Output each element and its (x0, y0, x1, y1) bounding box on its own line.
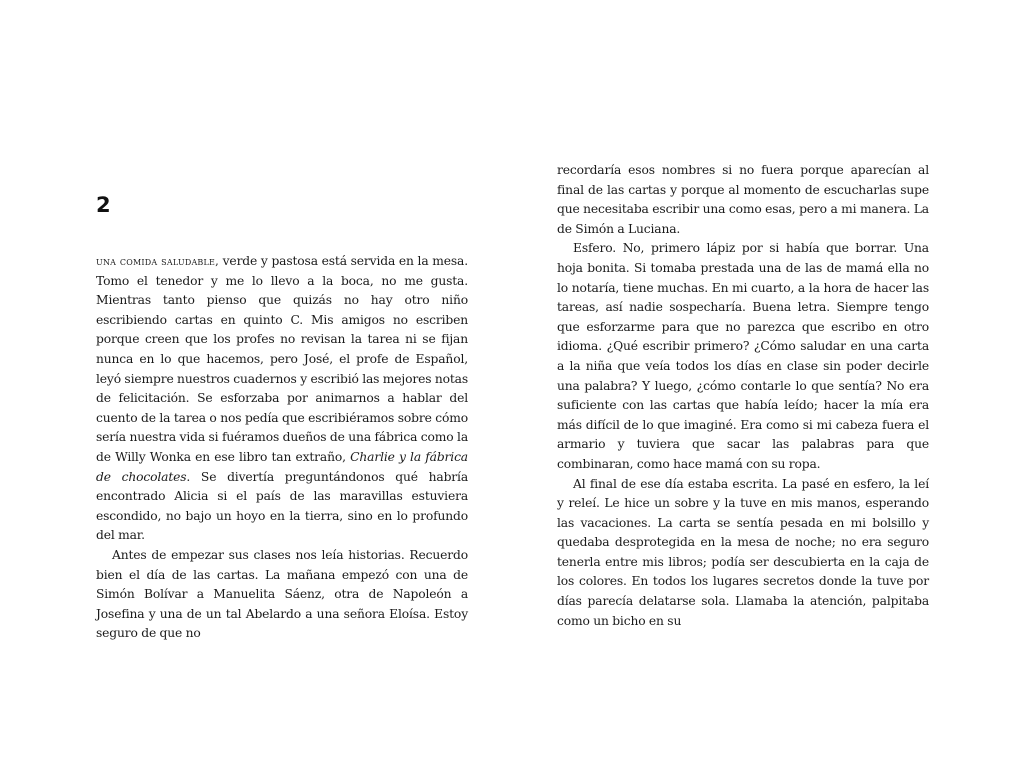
left-paragraph-1 (96, 252, 468, 546)
left-paragraph-2: Antes de empezar sus clases nos leía historias. Recuerdo bien el día de las cartas. La mañana empezó con una de Simón Bolívar a Manuelita Sáenz, otra de Napoleón a Josefina y una de un tal Abelardo a una señora Eloísa. Estoy seguro de que no (96, 547, 468, 641)
opening-small-caps: una comida saludable, (96, 254, 219, 268)
left-page-text (96, 252, 468, 644)
right-page-text (557, 161, 929, 631)
right-paragraph-3: Al final de ese día estaba escrita. La pasé en esfero, la leí y releí. Le hice un sobre y la tuve en mis manos, esperando las vacaciones. La carta se sentía pesada en mi bolsillo y quedaba desprotegida en la mesa de noche; no era seguro tenerla entre mis libros; podía ser descubierta en la caja de los colores. En todos los lugares secretos donde la tuve por días parecía delatarse sola. Llamaba la atención, palpitaba como un bicho en su (557, 476, 929, 628)
book-title: Charlie y la fábrica de chocolates (96, 449, 468, 484)
left-paragraph-1-text-b: . Se divertía preguntándonos qué habría encontrado Alicia si el país de las maravillas estuviera escondido, no bajo un hoyo en la tierra, sino en lo profundo del mar. (96, 469, 468, 543)
right-paragraph-1: recordaría esos nombres si no fuera porque aparecían al final de las cartas y porque al momento de escucharlas supe que necesitaba escribir una como esas, pero a mi manera. La de Simón a Luciana. (557, 163, 929, 236)
right-paragraph-2: Esfero. No, primero lápiz por si había que borrar. Una hoja bonita. Si tomaba prestada una de las de mamá ella no lo notaría, tiene muchas. En mi cuarto, a la hora de hacer las tareas, así nadie sospecharía. Buena letra. Siempre tengo que esforzarme para que no parezca que escribo en otro idioma. ¿Qué escribir primero? ¿Cómo saludar en una carta a la niña que veía todos los días en clase sin poder decirle una palabra? Y luego, ¿cómo contarle lo que sentía? No era suficiente con las cartas que había leído; hacer la mía era más difícil de lo que imaginé. Era como si mi cabeza fuera el armario y tuviera que sacar las palabras para que combinaran, como hace mamá con su ropa. (557, 241, 929, 471)
chapter-number: 2 (96, 193, 111, 217)
left-paragraph-1-text-a: verde y pastosa está servida en la mesa. Tomo el tenedor y me lo llevo a la boca, no me gusta. Mientras tanto pienso que quizás no hay otro niño escribiendo cartas en quinto C. Mis amigos no escriben porque creen que los profes no revisan la tarea ni se fijan nunca en lo que hacemos, pero José, el profe de Español, leyó siempre nuestros cuadernos y escribió las mejores notas de felicitación. Se esforzaba por animarnos a hablar del cuento de la tarea o nos pedía que escribiéramos sobre cómo sería nuestra vida si fuéramos dueños de una fábrica como la de Willy Wonka en ese libro tan extraño, (96, 254, 468, 464)
